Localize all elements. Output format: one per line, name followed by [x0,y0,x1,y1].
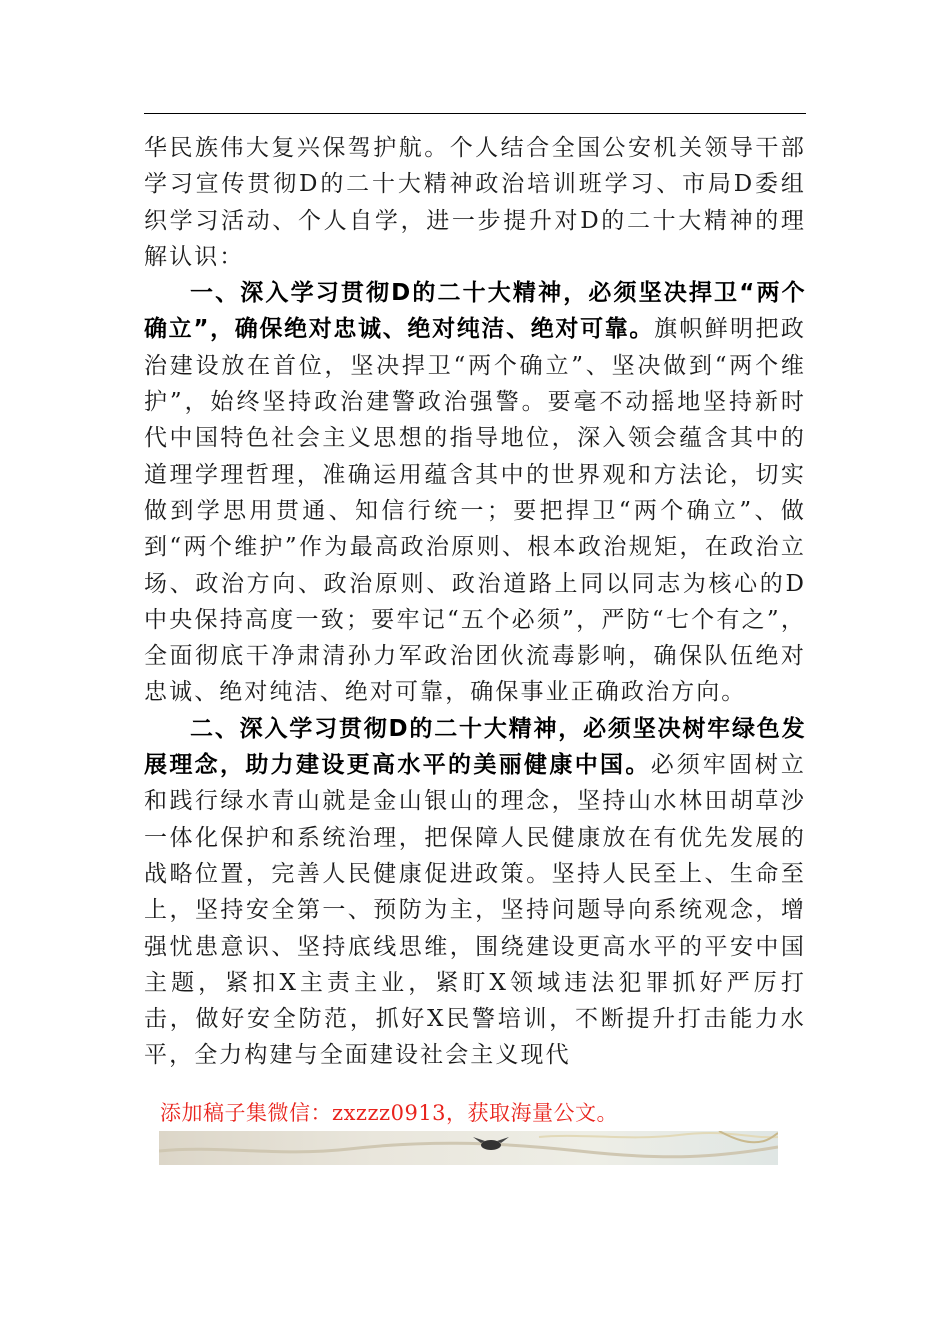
header-rule [144,113,806,114]
section-2-paragraph [144,711,806,1074]
section-2-body: 必须牢固树立和践行绿水青山就是金山银山的理念，坚持山水林田胡草沙一体化保护和系统治理，把保障人民健康放在有优先发展的战略位置，完善人民健康促进政策。坚持人民至上、生命至上，坚持安全第一、预防为主，坚持问题导向系统观念，增强忧患意识、坚持底线思维，围绕建设更高水平的平安中国主题，紧扣X主责主业，紧盯X领域违法犯罪抓好严厉打击，做好安全防范，抓好X民警培训，不断提升打击能力水平，全力构建与全面建设社会主义现代 [144,752,806,1069]
section-1-heading: 一、深入学习贯彻D的二十大精神，必须坚决捍卫“两个确立”，确保绝对忠诚、绝对纯洁、绝对可靠。 [144,280,806,343]
section-1-body: 旗帜鲜明把政治建设放在首位，坚决捍卫“两个确立”、坚决做到“两个维护”，始终坚持政治建警政治强警。要毫不动摇地坚持新时代中国特色社会主义思想的指导地位，深入领会蕴含其中的道理学理哲理，准确运用蕴含其中的世界观和方法论，切实做到学思用贯通、知信行统一；要把捍卫“两个确立”、做到“两个维护”作为最高政治原则、根本政治规矩，在政治立场、政治方向、政治原则、政治道路上同以同志为核心的D中央保持高度一致；要牢记“五个必须”，严防“七个有之”，全面彻底干净肃清孙力军政治团伙流毒影响，确保队伍绝对忠诚、绝对纯洁、绝对可靠，确保事业正确政治方向。 [144,316,806,706]
document-body [144,130,806,1074]
promo-text: 添加稿子集微信：zxzzz0913，获取海量公文。 [160,1101,619,1125]
section-1-paragraph [144,275,806,711]
intro-paragraph: 华民族伟大复兴保驾护航。个人结合全国公安机关领导干部学习宣传贯彻D的二十大精神政治培训班学习、市局D委组织学习活动、个人自学，进一步提升对D的二十大精神的理解认识： [144,135,806,270]
section-2-heading: 二、深入学习贯彻D的二十大精神，必须坚决树牢绿色发展理念，助力建设更高水平的美丽健康中国。 [144,715,806,779]
decorative-banner-image [159,1131,778,1165]
